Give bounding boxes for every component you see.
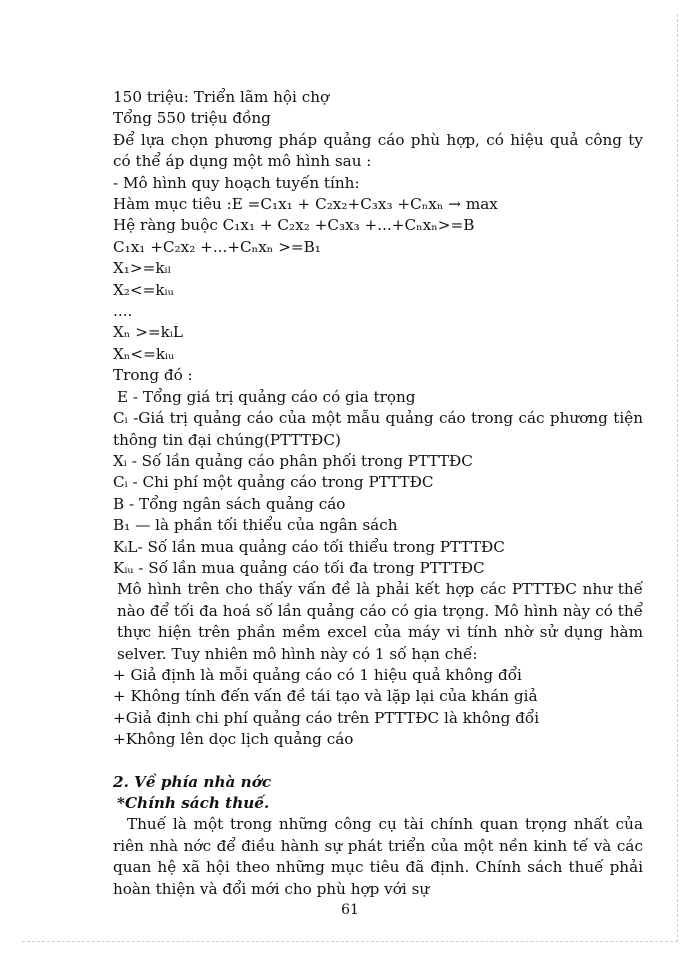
subheading: *Chính sách thuế. — [117, 794, 270, 812]
document-body — [113, 87, 643, 900]
closing-paragraph: Thuế là một trong những công cụ tài chính quan trọng nhất của riên nhà nớc để điều hành sự phát triển của một nền kinh tế và các quan hệ xã hội theo những mục tiêu đã định. Chính sách thuế phải hoàn thiện và đổi mới cho phù hợp với sự — [113, 815, 643, 898]
definition-line: Xᵢ - Số lần quảng cáo phân phối trong PTTTĐC — [113, 451, 473, 470]
text-line: - Mô hình quy hoạch tuyến tính: — [113, 173, 360, 192]
text-paragraph: Để lựa chọn phương pháp quảng cáo phù hợp, có hiệu quả công ty có thể áp dụng một mô hình sau : — [113, 130, 643, 171]
ellipsis-line: .... — [113, 302, 133, 321]
definition-line: Cᵢ - Chi phí một quảng cáo trong PTTTĐC — [113, 473, 434, 492]
constraint-line: Xₙ >=kᵢL — [113, 323, 184, 342]
definition-line: Kᵢᵤ - Số lần mua quảng cáo tối đa trong PTTTĐC — [113, 558, 485, 577]
constraint-line: Hệ ràng buộc C₁x₁ + C₂x₂ +C₃x₃ +...+Cₙxₙ>=B — [113, 216, 475, 235]
definition-line: Cᵢ -Giá trị quảng cáo của một mẫu quảng cáo trong các phương tiện thông tin đại chúng(PTTTĐC) — [113, 409, 643, 449]
constraint-line: Xₙ<=kᵢᵤ — [113, 344, 175, 363]
definition-line: B - Tổng ngân sách quảng cáo — [113, 494, 346, 513]
bullet-line: + Không tính đến vấn đề tái tạo và lặp lại của khán giả — [113, 687, 538, 706]
constraint-line: X₁>=kᵢₗ — [113, 259, 172, 278]
text-line: 150 triệu: Triển lãm hội chợ — [113, 88, 330, 106]
text-paragraph: Mô hình trên cho thấy vấn đề là phải kết hợp các PTTTĐC như thế nào để tối đa hoá số lần quảng cáo có gia trọng. Mô hình này có thể thực hiện trên phần mềm excel của máy vi tính nhờ sử dụng hàm selver. Tuy nhiên mô hình này có 1 số hạn chế: — [117, 580, 643, 663]
bullet-line: +Giả định chi phí quảng cáo trên PTTTĐC là không đổi — [113, 708, 540, 727]
objective-function: Hàm mục tiêu :E =C₁x₁ + C₂x₂+C₃x₃ +Cₙxₙ → max — [113, 195, 498, 214]
constraint-line: X₂<=kᵢᵤ — [113, 280, 174, 299]
bullet-line: +Không lên dọc lịch quảng cáo — [113, 730, 354, 749]
definition-line: KᵢL- Số lần mua quảng cáo tối thiểu trong PTTTĐC — [113, 537, 505, 556]
section-heading: 2. Về phía nhà nớc — [113, 772, 272, 791]
page-number: 61 — [341, 902, 359, 918]
spacer — [113, 751, 643, 772]
text-line: Trong đó : — [113, 366, 193, 385]
constraint-line: C₁x₁ +C₂x₂ +...+Cₙxₙ >=B₁ — [113, 237, 321, 256]
definition-line: B₁ — là phần tối thiểu của ngân sách — [113, 516, 398, 535]
bullet-line: + Giả định là mỗi quảng cáo có 1 hiệu quả không đổi — [113, 665, 522, 684]
definition-line: E - Tổng giá trị quảng cáo có gia trọng — [117, 387, 416, 406]
text-line: Tổng 550 triệu đồng — [113, 109, 271, 128]
